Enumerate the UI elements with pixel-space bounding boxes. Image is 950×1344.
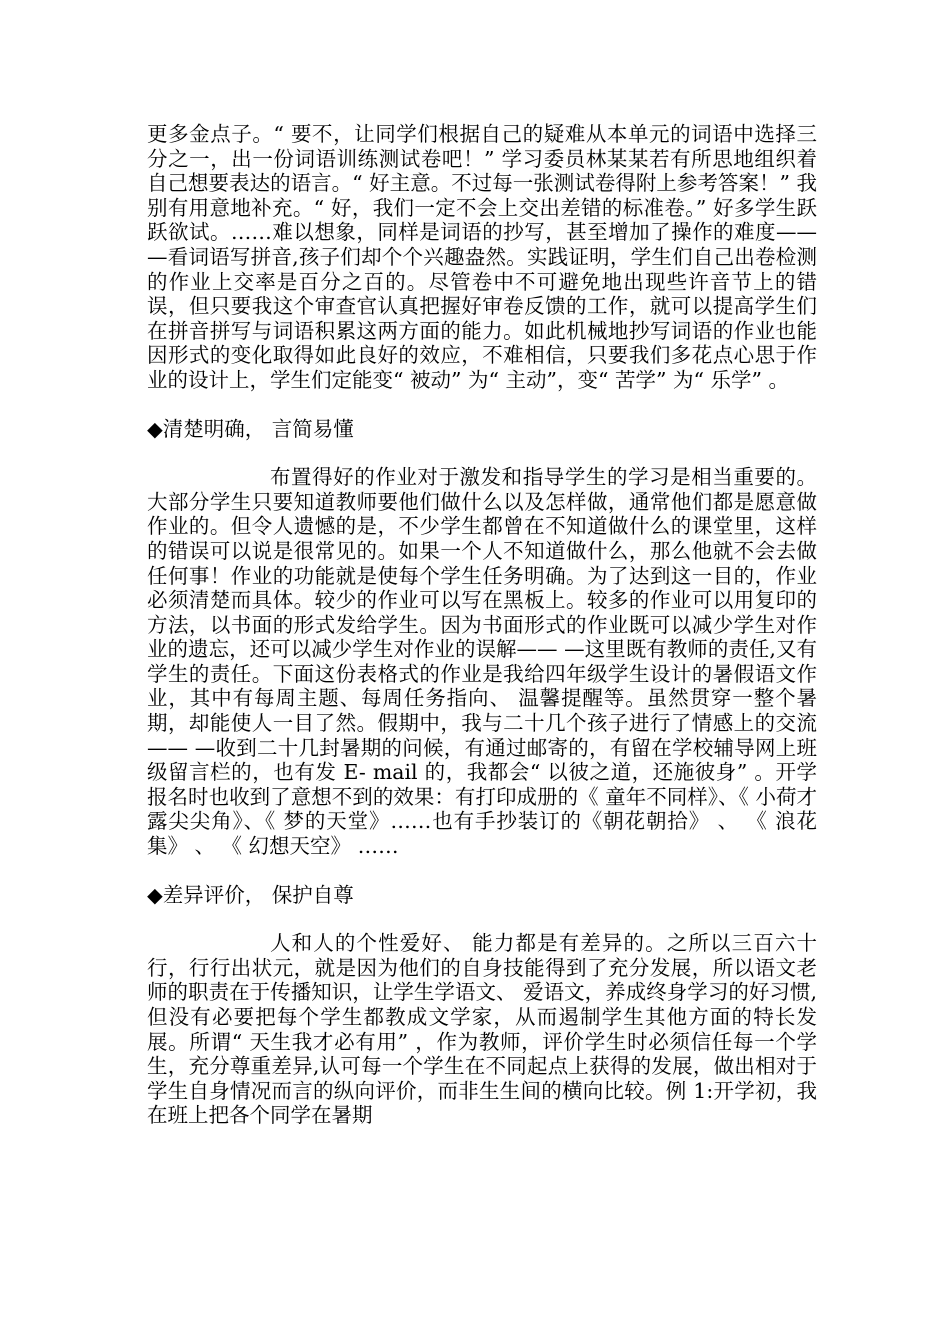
section-heading-differential-evaluation: ◆差异评价， 保护自尊 <box>147 882 354 907</box>
paragraph-differential-evaluation: 人和人的个性爱好、 能力都是有差异的。之所以三百六十行，行行出状元，就是因为他们的自身技能得到了充分发展，所以语文老师的职责在于传播知识，让学生学语文、 爱语文，养成终身学习的好习惯,但没有必要把每个学生都教成文学家，从而遏制学生其他方面的特长发展。所谓“ 天生我才必有用” ，作为教师，评价学生时必须信任每一个学生，充分尊重差异,认可每一个学生在不同起点上获得的发展，做出相对于学生自身情况而言的纵向评价，而非生生间的横向比较。例 1:开学初，我在班上把各个同学在暑期 <box>147 931 817 1128</box>
paragraph-spacer <box>147 393 817 417</box>
heading-spacer <box>147 907 817 931</box>
paragraph-clear-homework: 布置得好的作业对于激发和指导学生的学习是相当重要的。大部分学生只要知道教师要他们做什么以及怎样做，通常他们都是愿意做作业的。但令人遗憾的是，不少学生都曾在不知道做什么的课堂里，这样的错误可以说是很常见的。如果一个人不知道做什么，那么他就不会去做任何事！作业的功能就是使每个学生任务明确。为了达到这一目的，作业必须清楚而具体。较少的作业可以写在黑板上。较多的作业可以用复印的方法，以书面的形式发给学生。因为书面形式的作业既可以减少学生对作业的遗忘，还可以减少学生对作业的误解—— —这里既有教师的责任,又有学生的责任。下面这份表格式的作业是我给四年级学生设计的暑假语文作业，其中有每周主题、每周任务指向、 温馨提醒等。虽然贯穿一整个暑期，却能使人一目了然。假期中，我与二十几个孩子进行了情感上的交流—— —收到二十几封暑期的问候，有通过邮寄的，有留在学校辅导网上班级留言栏的，也有发 E- mail 的，我都会“ 以彼之道，还施彼身” 。开学报名时也收到了意想不到的效果：有打印成册的《 童年不同样》、《 小荷才露尖尖角》、《 梦的天堂》……也有手抄装订的《朝花朝拾》 、 《 浪花集》 、 《 幻想天空》 …… <box>147 465 817 859</box>
paragraph-spacer <box>147 859 817 883</box>
section-heading-clear-concise: ◆清楚明确， 言简易懂 <box>147 416 354 441</box>
heading-spacer <box>147 441 817 465</box>
document-page <box>147 122 817 1128</box>
paragraph-homework-test-paper: 更多金点子。“ 要不，让同学们根据自己的疑难从本单元的词语中选择三分之一，出一份词语训练测试卷吧！” 学习委员林某某若有所思地组织着自己想要表达的语言。“ 好主意。不过每一张测试卷得附上参考答案！” 我别有用意地补充。“ 好，我们一定不会上交出差错的标准卷。” 好多学生跃跃欲试。……难以想象，同样是词语的抄写，甚至增加了操作的难度—— —看词语写拼音,孩子们却个个兴趣盎然。实践证明，学生们自己出卷检测的作业上交率是百分之百的。尽管卷中不可避免地出现些许音节上的错误，但只要我这个审查官认真把握好审卷反馈的工作，就可以提高学生们在拼音拼写与词语积累这两方面的能力。如此机械地抄写词语的作业也能因形式的变化取得如此良好的效应，不难相信，只要我们多花点心思于作业的设计上，学生们定能变“ 被动” 为“ 主动”，变“ 苦学” 为“ 乐学” 。 <box>147 122 817 392</box>
